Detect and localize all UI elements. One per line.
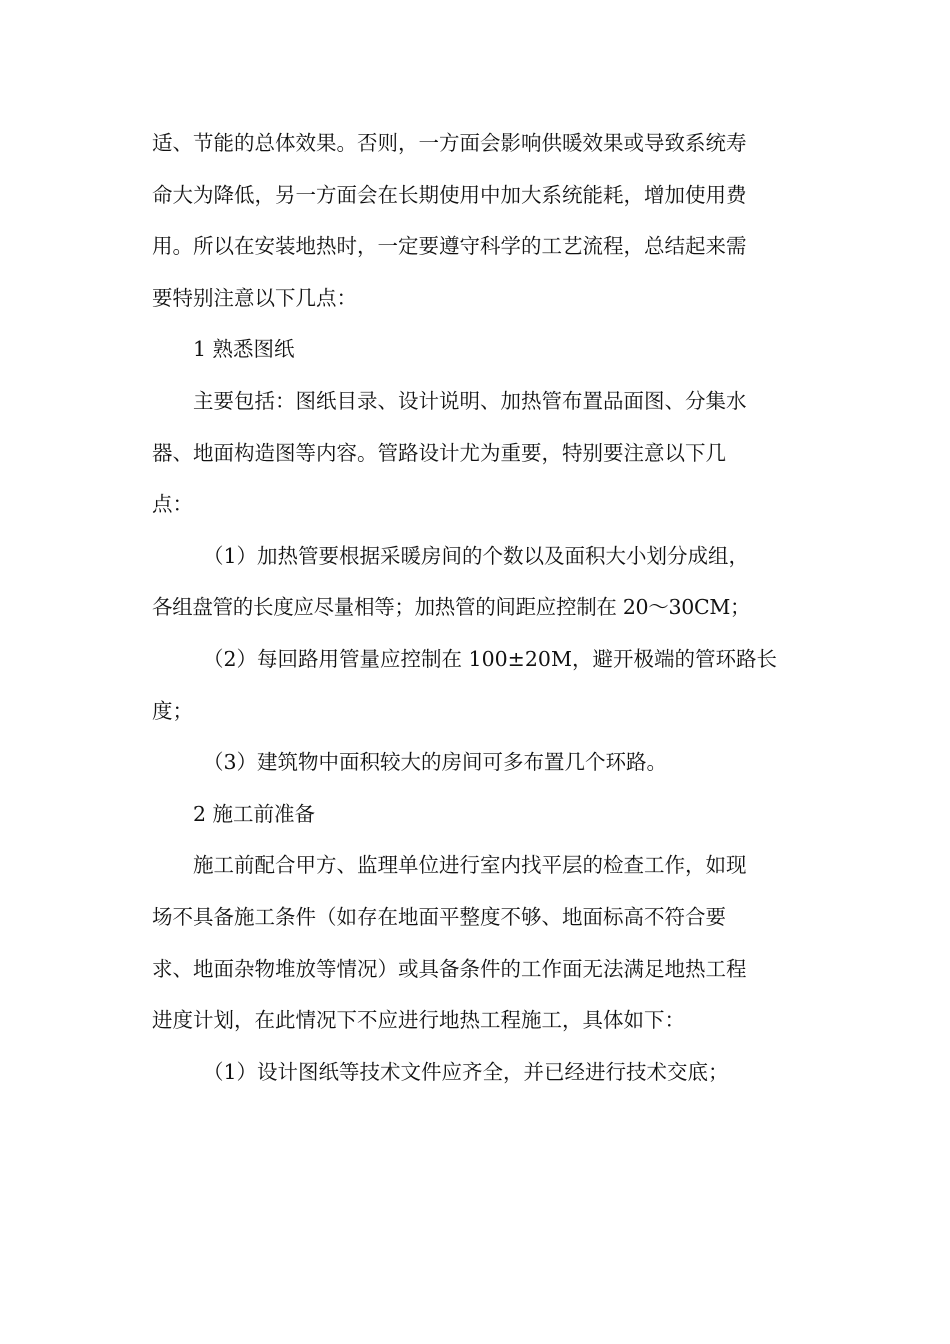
list-item: （3）建筑物中面积较大的房间可多布置几个环路。 [203, 750, 668, 775]
paragraph-line: 器、地面构造图等内容。管路设计尤为重要，特别要注意以下几 [152, 440, 726, 465]
paragraph-line: 施工前配合甲方、监理单位进行室内找平层的检查工作，如现 [193, 853, 747, 878]
paragraph-line: 场不具备施工条件（如存在地面平整度不够、地面标高不符合要 [152, 904, 726, 929]
paragraph-line: 命大为降低，另一方面会在长期使用中加大系统能耗，增加使用费 [152, 182, 747, 207]
list-item: （2）每回路用管量应控制在 100±20M，避开极端的管环路长 [203, 646, 777, 671]
paragraph-line: 主要包括：图纸目录、设计说明、加热管布置品面图、分集水 [193, 388, 747, 413]
paragraph-line: 用。所以在安装地热时，一定要遵守科学的工艺流程，总结起来需 [152, 234, 747, 259]
section-heading: 2 施工前准备 [193, 801, 316, 826]
paragraph-line: 进度计划，在此情况下不应进行地热工程施工，具体如下： [152, 1008, 685, 1033]
list-item: （1）设计图纸等技术文件应齐全，并已经进行技术交底； [203, 1059, 729, 1084]
section-heading: 1 熟悉图纸 [193, 337, 295, 362]
paragraph-line: 求、地面杂物堆放等情况）或具备条件的工作面无法满足地热工程 [152, 956, 747, 981]
document-body [152, 118, 802, 1098]
paragraph-line: 点： [152, 492, 193, 517]
paragraph-line: 适、节能的总体效果。否则，一方面会影响供暖效果或导致系统寿 [152, 131, 747, 155]
paragraph-line: 度； [152, 698, 193, 723]
list-item: （1）加热管要根据采暖房间的个数以及面积大小划分成组， [203, 543, 750, 568]
paragraph-line: 各组盘管的长度应尽量相等；加热管的间距应控制在 20～30CM； [152, 595, 751, 620]
paragraph-line: 要特别注意以下几点： [152, 285, 357, 310]
